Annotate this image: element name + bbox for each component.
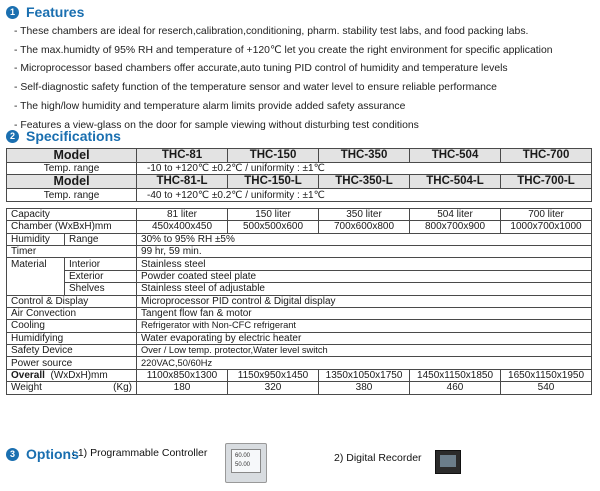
weight-cell: 380 — [319, 382, 410, 394]
material-row — [7, 283, 592, 295]
overall-cell: 1100x850x1300 — [137, 369, 228, 381]
capacity-cell: 81 liter — [137, 208, 228, 220]
material-value: Powder coated steel plate — [137, 270, 592, 282]
spec-table — [6, 148, 592, 395]
material-value: Stainless steel of adjustable — [137, 283, 592, 295]
model-cell: THC-504 — [410, 149, 501, 163]
safety-value: Over / Low temp. protector,Water level switch — [137, 345, 592, 357]
control-label: Control & Display — [7, 295, 137, 307]
capacity-row — [7, 208, 592, 220]
material-row — [7, 270, 592, 282]
model-cell: THC-150 — [228, 149, 319, 163]
specifications-heading — [6, 128, 121, 144]
feature-item: - Features a view-glass on the door for sample viewing without disturbing test conditions — [14, 119, 419, 131]
overall-label-text: Overall — [11, 370, 45, 382]
air-label: Air Convection — [7, 307, 137, 319]
model-cell: THC-150-L — [228, 175, 319, 189]
material-label: Material — [7, 258, 65, 295]
temp-row-b — [7, 189, 592, 201]
temp-value: -40 to +120℃ ±0.2℃ / uniformity : ±1℃ — [137, 189, 592, 201]
humidity-label: Humidity — [7, 233, 65, 245]
feature-item: - Microprocessor based chambers offer accurate,auto tuning PID control of humidity and temperature levels — [14, 63, 508, 75]
temp-label: Temp. range — [7, 163, 137, 175]
safety-label: Safety Device — [7, 345, 137, 357]
overall-label — [7, 369, 137, 381]
overall-cell: 1450x1150x1850 — [410, 369, 501, 381]
overall-row — [7, 369, 592, 381]
capacity-cell: 150 liter — [228, 208, 319, 220]
programmable-controller-image — [225, 443, 267, 483]
controller-screen — [231, 449, 261, 473]
weight-cell: 540 — [501, 382, 592, 394]
overall-unit: (WxDxH)mm — [50, 370, 108, 382]
section-number-badge: 1 — [6, 6, 19, 19]
weight-unit: (Kg) — [113, 382, 133, 394]
chamber-row — [7, 221, 592, 233]
table-gap — [7, 201, 592, 208]
chamber-cell: 500x500x600 — [228, 221, 319, 233]
option-programmable-controller: : 1) Programmable Controller — [72, 447, 208, 459]
humidifying-value: Water evaporating by electric heater — [137, 332, 592, 344]
chamber-label-text: Chamber — [11, 221, 53, 233]
timer-value: 99 hr, 59 min. — [137, 245, 592, 257]
cooling-label: Cooling — [7, 320, 137, 332]
capacity-cell: 700 liter — [501, 208, 592, 220]
spec-table-wrap — [6, 148, 591, 395]
control-value: Microprocessor PID control & Digital display — [137, 295, 592, 307]
material-sub: Exterior — [65, 270, 137, 282]
power-value: 220VAC,50/60Hz — [137, 357, 592, 369]
material-value: Stainless steel — [137, 258, 592, 270]
feature-item: - These chambers are ideal for reserch,calibration,conditioning, pharm. stability test labs, and food packing labs. — [14, 26, 529, 37]
model-cell: THC-81 — [137, 149, 228, 163]
specifications-title: Specifications — [26, 128, 121, 144]
temp-label: Temp. range — [7, 189, 137, 201]
chamber-unit: (WxBxH)mm — [54, 221, 112, 233]
model-label: Model — [7, 149, 137, 163]
model-row-a — [7, 149, 592, 163]
weight-label-text: Weight — [11, 382, 42, 394]
timer-label: Timer — [7, 245, 137, 257]
recorder-screen — [440, 455, 456, 467]
material-row — [7, 258, 592, 270]
section-number-badge: 3 — [6, 448, 19, 461]
air-row — [7, 307, 592, 319]
model-cell: THC-350 — [319, 149, 410, 163]
temp-value: -10 to +120℃ ±0.2℃ / uniformity : ±1℃ — [137, 163, 592, 175]
humidity-value: 30% to 95% RH ±5% — [137, 233, 592, 245]
humidifying-label: Humidifying — [7, 332, 137, 344]
capacity-cell: 350 liter — [319, 208, 410, 220]
weight-label — [7, 382, 137, 394]
humidity-sub: Range — [65, 233, 137, 245]
feature-item: - Self-diagnostic safety function of the temperature sensor and water level to ensure reliable performance — [14, 82, 497, 94]
feature-item: - The high/low humidity and temperature alarm limits provide added safety assurance — [14, 100, 406, 112]
cooling-row — [7, 320, 592, 332]
timer-row — [7, 245, 592, 257]
chamber-label — [7, 221, 137, 233]
weight-cell: 180 — [137, 382, 228, 394]
capacity-label: Capacity — [7, 208, 137, 220]
weight-cell: 320 — [228, 382, 319, 394]
options-heading — [6, 446, 79, 462]
material-sub: Interior — [65, 258, 137, 270]
material-sub: Shelves — [65, 283, 137, 295]
air-value: Tangent flow fan & motor — [137, 307, 592, 319]
model-cell: THC-700 — [501, 149, 592, 163]
features-title: Features — [26, 4, 85, 20]
weight-cell: 460 — [410, 382, 501, 394]
digital-recorder-image — [435, 450, 461, 474]
chamber-cell: 800x700x900 — [410, 221, 501, 233]
overall-cell: 1150x950x1450 — [228, 369, 319, 381]
section-number-badge: 2 — [6, 130, 19, 143]
model-cell: THC-700-L — [501, 175, 592, 189]
power-label: Power source — [7, 357, 137, 369]
cooling-value: Refrigerator with Non-CFC refrigerant — [137, 320, 592, 332]
humidifying-row — [7, 332, 592, 344]
overall-cell: 1650x1150x1950 — [501, 369, 592, 381]
chamber-cell: 450x400x450 — [137, 221, 228, 233]
chamber-cell: 700x600x800 — [319, 221, 410, 233]
options-title: Options — [26, 446, 79, 462]
model-cell: THC-350-L — [319, 175, 410, 189]
power-row — [7, 357, 592, 369]
feature-item: - The max.humidty of 95% RH and temperature of +120℃ let you create the right environment for specific application — [14, 44, 553, 56]
option-digital-recorder: 2) Digital Recorder — [334, 452, 422, 464]
model-label: Model — [7, 175, 137, 189]
weight-row — [7, 382, 592, 394]
model-cell: THC-81-L — [137, 175, 228, 189]
controller-readout: 60.00 — [235, 453, 251, 459]
overall-cell: 1350x1050x1750 — [319, 369, 410, 381]
model-cell: THC-504-L — [410, 175, 501, 189]
features-list — [14, 23, 594, 135]
controller-readout: 50.00 — [235, 462, 251, 468]
model-row-b — [7, 175, 592, 189]
temp-row-a — [7, 163, 592, 175]
chamber-cell: 1000x700x1000 — [501, 221, 592, 233]
control-row — [7, 295, 592, 307]
features-heading — [6, 4, 84, 20]
capacity-cell: 504 liter — [410, 208, 501, 220]
humidity-row — [7, 233, 592, 245]
safety-row — [7, 345, 592, 357]
